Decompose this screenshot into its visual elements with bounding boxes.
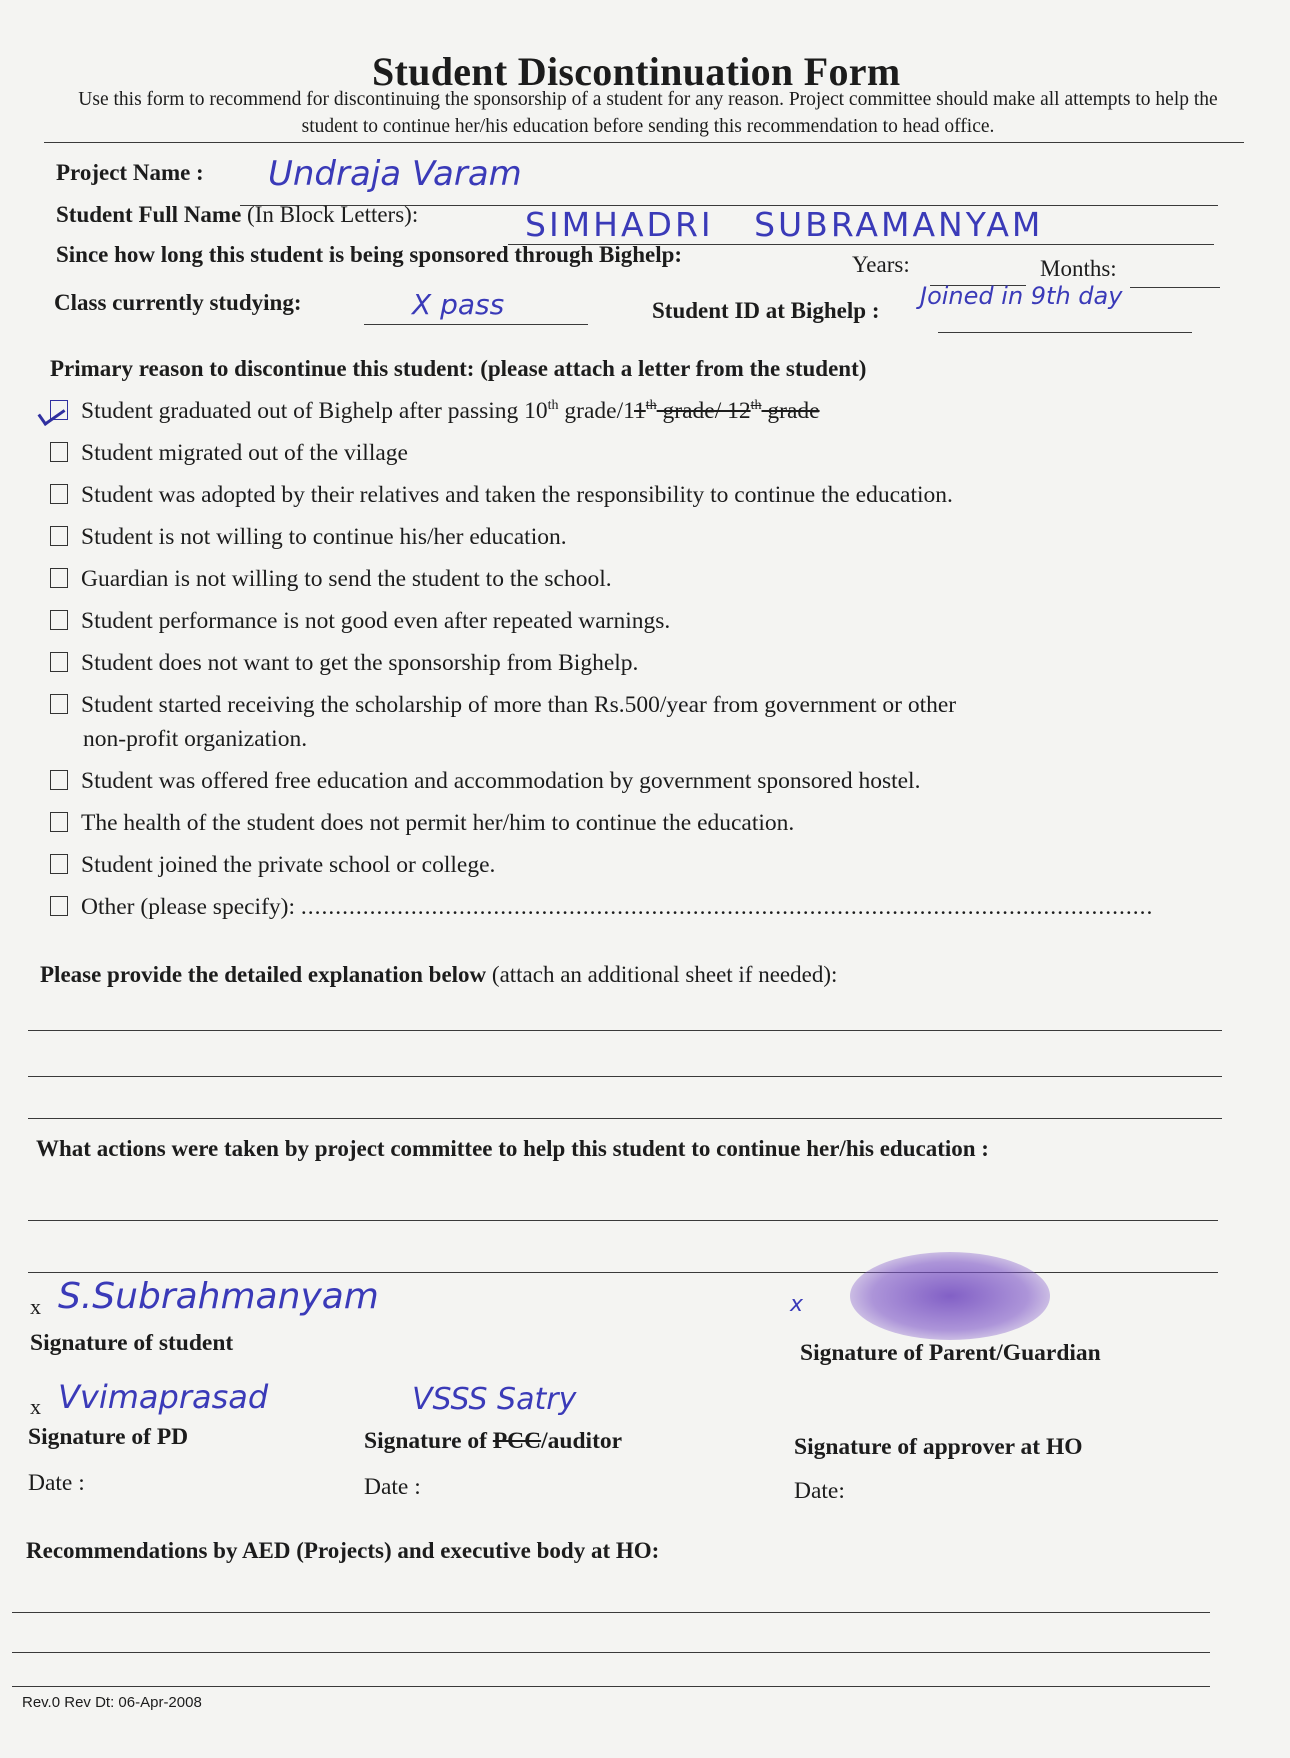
- reason-no-sponsorship[interactable]: Student does not want to get the sponsorship from Bighelp.: [50, 650, 638, 677]
- auditor-date-label[interactable]: Date :: [364, 1474, 421, 1500]
- student-id-label: Student ID at Bighelp :: [652, 298, 880, 323]
- project-name-value[interactable]: Undraja Varam: [268, 154, 522, 194]
- checkbox[interactable]: [50, 896, 68, 916]
- actions-line-1[interactable]: [28, 1220, 1218, 1221]
- reason-adopted[interactable]: Student was adopted by their relatives and taken the responsibility to continue the education.: [50, 482, 953, 509]
- reason-hostel[interactable]: Student was offered free education and accommodation by government sponsored hostel.: [50, 768, 920, 795]
- reason-performance[interactable]: Student performance is not good even after repeated warnings.: [50, 608, 670, 635]
- checkbox[interactable]: [50, 568, 68, 588]
- reason-health[interactable]: The health of the student does not permit her/him to continue the education.: [50, 810, 794, 837]
- other-dotted-line[interactable]: ............................................................................................................................: [300, 894, 1154, 920]
- reason-scholarship[interactable]: Student started receiving the scholarship of more than Rs.500/year from government or other: [50, 692, 956, 719]
- explanation-heading: Please provide the detailed explanation below (attach an additional sheet if needed):: [40, 962, 838, 987]
- reason-guardian[interactable]: Guardian is not willing to send the student to the school.: [50, 566, 612, 593]
- student-name-label: Student Full Name (In Block Letters):: [56, 202, 419, 227]
- student-id-value[interactable]: Joined in 9th day: [920, 282, 1123, 310]
- student-id-line: [938, 332, 1192, 333]
- approver-signature-caption: Signature of approver at HO: [794, 1434, 1083, 1460]
- class-label: Class currently studying:: [54, 290, 302, 315]
- parent-sign-mark: x: [790, 1292, 804, 1317]
- parent-signature-caption: Signature of Parent/Guardian: [800, 1340, 1101, 1366]
- pd-date-label[interactable]: Date :: [28, 1470, 85, 1496]
- form-intro: Use this form to recommend for discontinuing the sponsorship of a student for any reason. Project committee should make all attempts to help the student to continue her/his education before sending this recommendation to head office.: [78, 89, 1218, 137]
- thumbprint-stamp: [850, 1252, 1050, 1340]
- checkbox[interactable]: [50, 770, 68, 790]
- checkbox[interactable]: [50, 812, 68, 832]
- graduated-checkbox[interactable]: [50, 400, 68, 420]
- student-signature[interactable]: S.Subrahmanyam: [58, 1276, 379, 1317]
- class-line: [364, 324, 588, 325]
- explanation-line-2[interactable]: [28, 1076, 1222, 1077]
- checkbox[interactable]: [50, 442, 68, 462]
- reasons-heading: Primary reason to discontinue this student: (please attach a letter from the student): [50, 356, 867, 381]
- recommendations-line-1[interactable]: [12, 1612, 1210, 1613]
- reason-not-willing[interactable]: Student is not willing to continue his/her education.: [50, 524, 567, 551]
- checkbox[interactable]: [50, 526, 68, 546]
- reason-scholarship-continued: non-profit organization.: [83, 726, 308, 752]
- reason-other[interactable]: Other (please specify): ............................................................................................................................: [50, 894, 1153, 921]
- pd-signature[interactable]: Vvimaprasad: [58, 1378, 269, 1416]
- recommendations-line-2[interactable]: [12, 1652, 1210, 1653]
- reason-private-school[interactable]: Student joined the private school or college.: [50, 852, 495, 879]
- auditor-signature[interactable]: VSSS Satry: [412, 1382, 577, 1417]
- checkbox[interactable]: [50, 610, 68, 630]
- student-signature-caption: Signature of student: [30, 1330, 234, 1356]
- reason-migrated[interactable]: Student migrated out of the village: [50, 440, 408, 467]
- student-sign-mark: x: [30, 1294, 41, 1319]
- project-name-label: Project Name :: [56, 160, 204, 185]
- auditor-signature-caption: Signature of PCC/auditor: [364, 1428, 623, 1454]
- months-label: Months:: [1040, 256, 1117, 281]
- checkbox[interactable]: [50, 854, 68, 874]
- years-label: Years:: [852, 252, 910, 277]
- explanation-line-3[interactable]: [28, 1118, 1222, 1119]
- form-title: Student Discontinuation Form: [372, 49, 901, 94]
- class-value[interactable]: X pass: [412, 288, 505, 321]
- sponsor-duration-label: Since how long this student is being sponsored through Bighelp:: [56, 242, 683, 267]
- actions-heading: What actions were taken by project committee to help this student to continue her/his education :: [36, 1136, 989, 1161]
- student-name-value[interactable]: SIMHADRI SUBRAMANYAM: [525, 205, 1044, 244]
- approver-date-label[interactable]: Date:: [794, 1478, 845, 1504]
- months-line[interactable]: [1130, 287, 1220, 288]
- revision-footer: Rev.0 Rev Dt: 06-Apr-2008: [22, 1694, 202, 1711]
- recommendations-heading: Recommendations by AED (Projects) and executive body at HO:: [26, 1538, 660, 1563]
- intro-underline: [44, 142, 1244, 143]
- recommendations-line-3[interactable]: [12, 1686, 1210, 1687]
- checkbox[interactable]: [50, 484, 68, 504]
- explanation-line-1[interactable]: [28, 1030, 1222, 1031]
- checkbox[interactable]: [50, 694, 68, 714]
- actions-line-2[interactable]: [28, 1272, 1218, 1273]
- pd-sign-mark: x: [30, 1394, 41, 1419]
- reason-graduated[interactable]: Student graduated out of Bighelp after passing 10th grade/11th grade/ 12th grade: [50, 398, 820, 425]
- pd-signature-caption: Signature of PD: [28, 1424, 189, 1450]
- checkbox[interactable]: [50, 652, 68, 672]
